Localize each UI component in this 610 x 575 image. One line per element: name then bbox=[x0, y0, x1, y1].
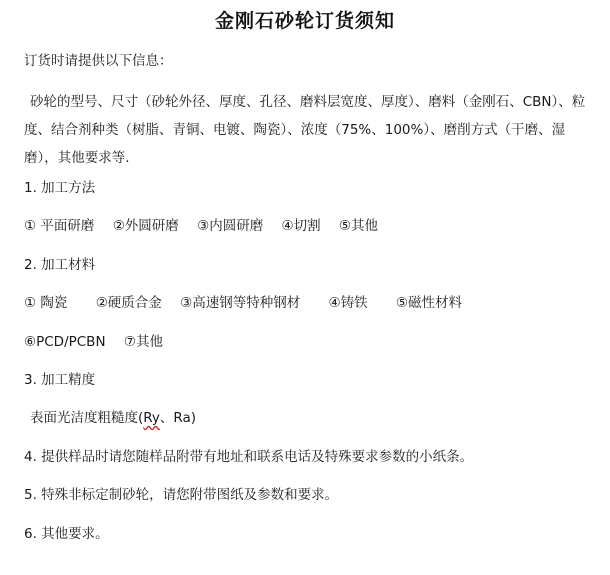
item4-text: 4. 提供样品时请您随样品附带有地址和联系电话及特殊要求参数的小纸条。 bbox=[24, 449, 474, 465]
method-option: ②外圆研磨 bbox=[112, 218, 179, 234]
section2-heading: 2. 加工材料 bbox=[24, 257, 96, 273]
intro-text: 订货时请提供以下信息： bbox=[24, 53, 173, 69]
section1-options bbox=[24, 216, 392, 236]
section1-heading: 1. 加工方法 bbox=[24, 180, 96, 196]
material-option: ③高速钢等特种钢材 bbox=[180, 295, 301, 311]
method-option: ① 平面研磨 bbox=[24, 218, 95, 234]
material-option: ②硬质合金 bbox=[95, 295, 162, 311]
material-option: ④铸铁 bbox=[328, 295, 368, 311]
material-option: ⑤磁性材料 bbox=[395, 295, 463, 311]
info-paragraph: 砂轮的型号、尺寸（砂轮外径、厚度、孔径、磨料层宽度、厚度）、磨料（金刚石、CBN）、粒度、结合剂种类（树脂、青铜、电镀、陶瓷）、浓度（75%、100%）、磨削方式（干磨、湿磨），其他要求等. bbox=[24, 94, 586, 166]
section3-heading: 3. 加工精度 bbox=[24, 372, 96, 388]
precision-prefix: 表面光洁度粗糙度( bbox=[30, 410, 144, 426]
method-option: ⑤其他 bbox=[338, 218, 379, 234]
item5-text: 5. 特殊非标定制砂轮，请您附带图纸及参数和要求。 bbox=[24, 487, 339, 503]
document-title: 金刚石砂轮订货须知 bbox=[214, 10, 395, 32]
method-option: ③内圆研磨 bbox=[197, 218, 264, 234]
precision-suffix: 、Ra) bbox=[159, 410, 197, 426]
method-option: ④切割 bbox=[281, 218, 321, 234]
section2-options-row2 bbox=[24, 332, 177, 352]
material-option: ⑦其他 bbox=[123, 334, 163, 350]
section2-options-row1 bbox=[24, 293, 476, 313]
section3-detail bbox=[30, 408, 196, 428]
material-option: ⑥PCD/PCBN bbox=[24, 334, 106, 350]
material-option: ① 陶瓷 bbox=[24, 295, 68, 311]
precision-ry: Ry bbox=[143, 410, 160, 426]
item6-text: 6. 其他要求。 bbox=[24, 526, 109, 542]
